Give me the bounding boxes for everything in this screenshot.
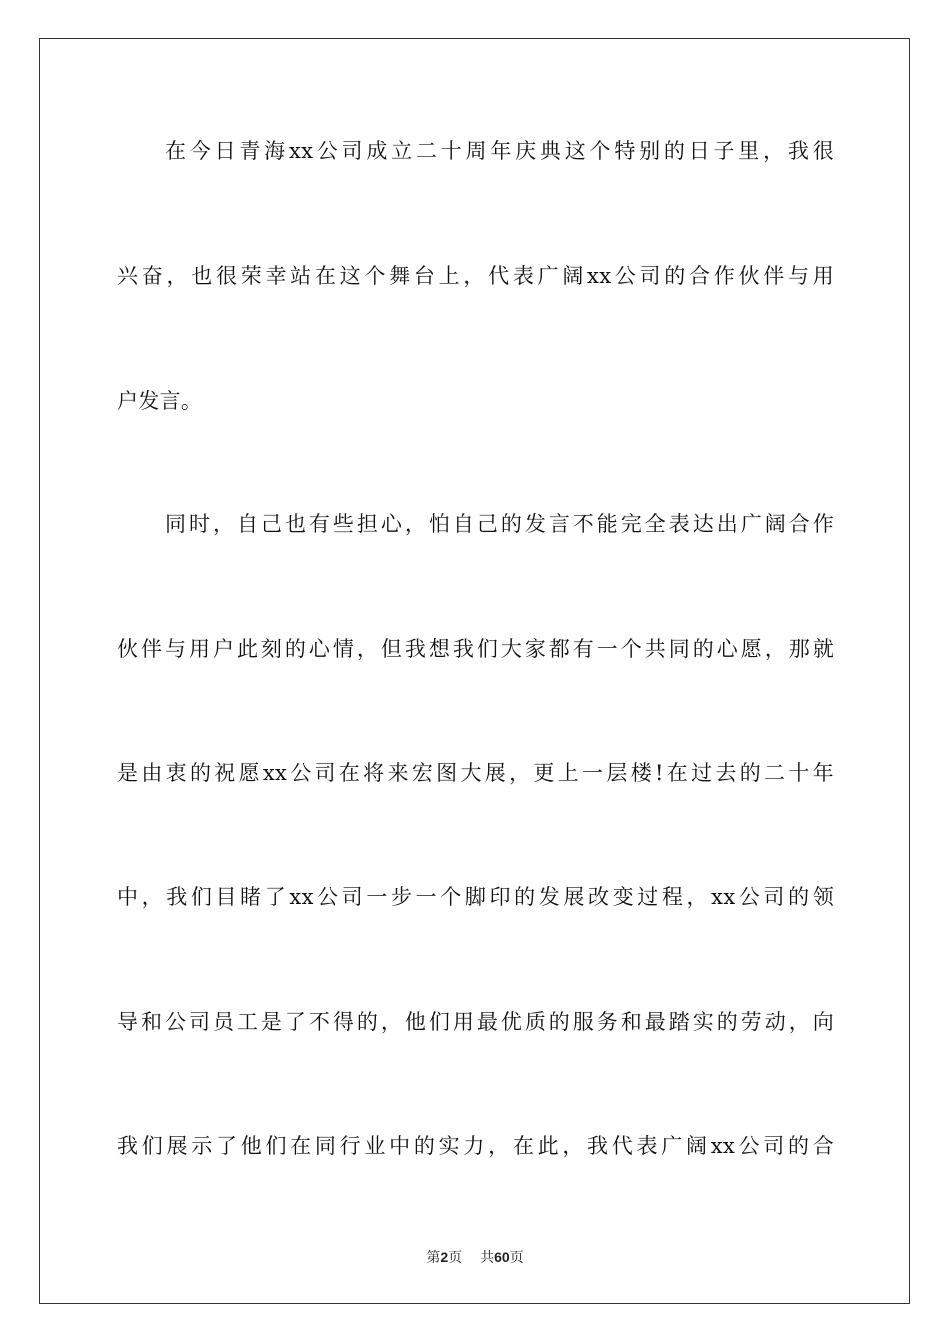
total-pages: 60 [494,1249,510,1265]
paragraph-line: 户发言。 [117,389,203,413]
paragraph-line: 同时，自己也有些担心，怕自己的发言不能完全表达出广阔合作 [165,512,834,536]
page-footer [0,1248,950,1267]
total-prefix: 共 [480,1250,495,1266]
paragraph-line: 导和公司员工是了不得的，他们用最优质的服务和最踏实的劳动，向 [117,1010,834,1034]
total-suffix: 页 [509,1250,524,1266]
paragraph-line: 是由衷的祝愿xx公司在将来宏图大展，更上一层楼!在过去的二十年 [117,761,834,785]
paragraph-line: 兴奋，也很荣幸站在这个舞台上，代表广阔xx公司的合作伙伴与用 [117,264,834,288]
page-prefix: 第 [426,1250,441,1266]
paragraph-line: 在今日青海xx公司成立二十周年庆典这个特别的日子里，我很 [165,139,834,163]
page-number: 2 [440,1249,449,1265]
paragraph-line: 伙伴与用户此刻的心情，但我想我们大家都有一个共同的心愿，那就 [117,637,834,661]
page-suffix: 页 [448,1250,463,1266]
paragraph-line: 中，我们目睹了xx公司一步一个脚印的发展改变过程，xx公司的领 [117,885,834,909]
page-border [39,38,910,1304]
paragraph-line: 我们展示了他们在同行业中的实力，在此，我代表广阔xx公司的合 [117,1134,834,1158]
